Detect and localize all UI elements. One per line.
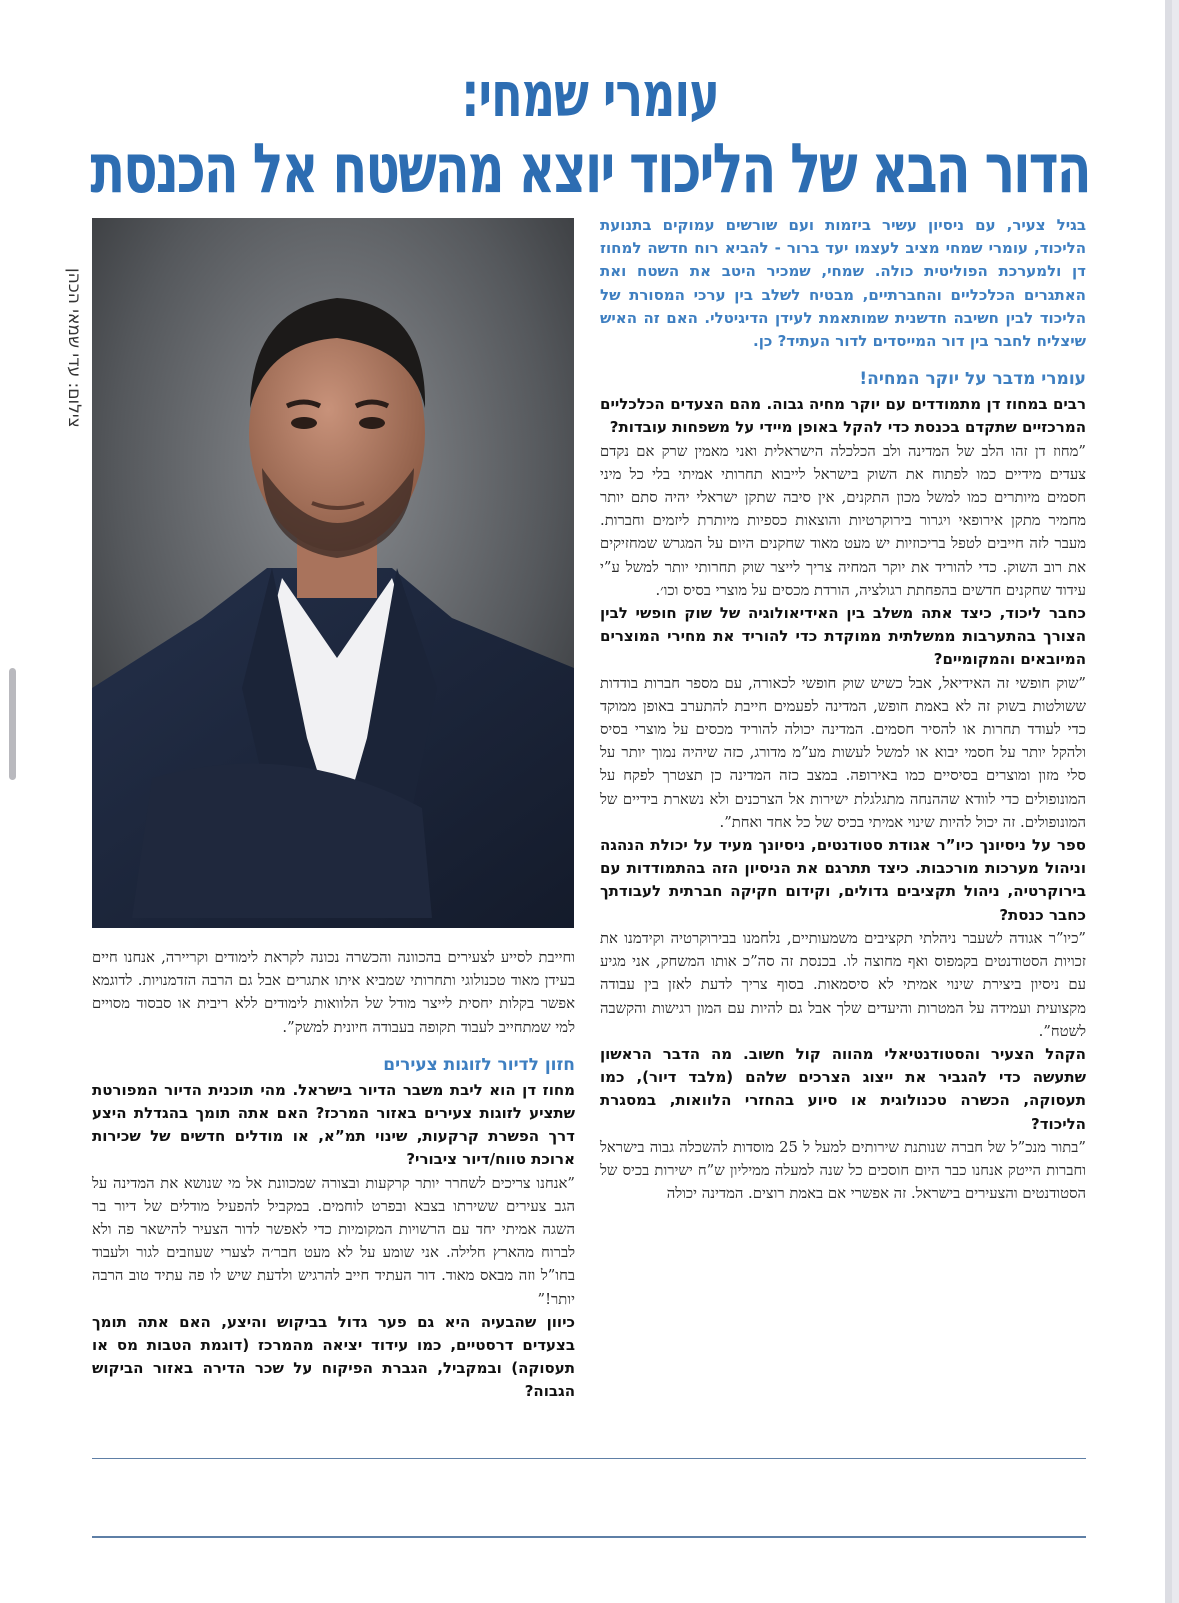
- page-edge: [1165, 0, 1172, 1603]
- headline-line-2: הדור הבא של הליכוד יוצא מהשטח אל הכנסת: [90, 130, 1090, 210]
- answer-2: ”שוק חופשי זה האידיאל, אבל כשיש שוק חופשי לכאורה, עם מספר חברות בודדות ששולטות בשוק זה לא באמת חופש, המדינה לפעמים חייבת להתערב באופן ממוקד כדי לעודד תחרות או להסיר חסמים. המדינה יכולה להוריד מכסים על מוצרי בסיס ולהקל יותר על חסמי יבוא או למשל לעשות מע”מ מדורג, כזה שיהיה נמוך יותר על סלי מזון ומוצרים בסיסיים כמו באירופה. במצב כזה המדינה כן תצטרך לפקח על המונופולים כדי לוודא שההנחה מתגלגלת ישירות אל הצרכנים ולא נשארת בידיים של המונופולים. זה יכול להיות שינוי אמיתי בכיס של כל אחד ואחת”.: [600, 674, 1086, 831]
- answer-4: ”בתור מנכ”ל של חברה שנותנת שירותים למעל ל 25 מוסדות להשכלה גבוה בישראל וחברות הייטק אנחנו כבר היום חוסכים כל שנה למעלה ממיליון ש”ח ישירות בכיס של הסטודנטים והצעירים בישראל. זה אפשרי אם באמת רוצים. המדינה יכולה: [600, 1138, 1086, 1203]
- column-bottom-rule: [92, 1458, 1086, 1459]
- answer-5: ”אנחנו צריכים לשחרר יותר קרקעות ובצורה שמכוונת אל מי שנושא את המדינה על הגב צעירים ששירתו בצבא ובפרט לוחמים. במקביל להפעיל מודלים של דיור בר השגה אמיתי יחד עם הרשויות המקומיות כדי לאפשר לדור הצעיר להישאר פה ולא לברוח מהארץ חלילה. אני שומע על לא מעט חבר׳ה לצערי שעוזבים לגור ולעבוד בחו”ל וזה מבאס מאוד. דור העתיד חייב להרגיש ולדעת שיש לו פה עתיד טוב הרבה יותר!”: [92, 1174, 575, 1308]
- photo-credit: צילום: עדי שמאי הכהן: [64, 268, 84, 428]
- question-4: הקהל הצעיר והסטודנטיאלי מהווה קול חשוב. מה הדבר הראשון שתעשה כדי להגביר את ייצוג הצרכים שלהם (מלבד דיור), כמו תעסוקה, הכשרה טכנולוגית או סיוע בהחזרי הלוואות, במסגרת הליכוד?: [600, 1044, 1086, 1133]
- headline-line-1: עומרי שמחי:: [461, 58, 719, 131]
- section-heading-cost-of-living: עומרי מדבר על יוקר המחיה!: [859, 369, 1086, 390]
- answer-3: ”כיו”ר אגודה לשעבר ניהלתי תקציבים משמעותיים, נלחמנו בבירוקרטיה וקידמנו את זכויות הסטודנטים בקמפוס ואף מחוצה לו. בכנסת זה סה”כ אותו המשחק, אני מגיע עם ניסיון ביצירת שינוי אמיתי לא סיסמאות. בסוף צריך לדעת לאזן בין עבודה מקצועית ועמידה על המטרות והיעדים שלך אבל גם להיות עם המון רגישות והקשבה לשטח”.: [600, 929, 1086, 1040]
- answer-1: ”מחוז דן זהו הלב של המדינה ולב הכלכלה הישראלית ואני מאמין שרק אם נקדם צעדים מידיים כמו לפתוח את השוק בישראל לייבוא תחרותי אמיתי בלי כל מיני חסמים מיותרים כמו למשל מכון התקנים, אין סיבה שתקן ישראלי יהיה סתם יותר מחמיר מתקן אירופאי ויגרור בירוקרטיות והוצאות כספיות מיותרת ליזמים וחברות. מעבר לזה חייבים לטפל בריכוזיות יש מעט מאוד שחקנים היום על המגרש שמחזיקים את רוב השוק. כדי להוריד את יוקר המחיה צריך לייצר שוק תחרותי יותר למשל ע”י עידוד שחקנים חדשים בהפחתת רגולציה, הורדת מכסים על מוצרי בסיס וכו׳.: [600, 442, 1086, 599]
- right-column: [600, 214, 1086, 1205]
- portrait-photo: [92, 218, 574, 928]
- section-heading-housing: חזון לדיור לזוגות צעירים: [383, 1054, 575, 1075]
- lead-paragraph: בגיל צעיר, עם ניסיון עשיר ביזמות ועם שורשים עמוקים בתנועת הליכוד, עומרי שמחי מציב לעצמו יעד ברור - להביא רוח חדשה למחוז דן ולמערכת הפוליטית כולה. שמחי, שמכיר היטב את השטח ואת האתגרים הכלכליים והחברתיים, מבטיח לשלב בין ערכי המסורת של הליכוד לבין חשיבה חדשנית שמותאמת לעידן הדיגיטלי. האם זה האיש שיצליח לחבר בין דור המייסדים לדור העתיד? כן.: [600, 216, 1086, 351]
- question-5: מחוז דן הוא ליבת משבר הדיור בישראל. מהי תוכנית הדיור המפורטת שתציע לזוגות צעירים באזור המרכז? האם אתה תומך בהגדלת היצע דרך הפשרת קרקעות, שינוי תמ”א, או מודלים חדשים של שכירות ארוכת טווח/דיור ציבורי?: [92, 1080, 575, 1169]
- question-6: כיוון שהבעיה היא גם פער גדול בביקוש והיצע, האם אתה תומך בצעדים דרסטיים, כמו עידוד יציאה מהמרכז (דוגמת הטבות מס או תעסוקה) ובמקביל, הגברת הפיקוח על שכר הדירה באזור הביקוש הגבוה?: [92, 1312, 575, 1401]
- question-2: כחבר ליכוד, כיצד אתה משלב בין האידיאולוגיה של שוק חופשי לבין הצורך בהתערבות ממשלתית ממוקדת כדי להוריד את מחירי המוצרים המיובאים והמקומיים?: [600, 604, 1086, 669]
- question-1: רבים במחוז דן מתמודדים עם יוקר מחיה גבוה. מהם הצעדים הכלכליים המרכזיים שתקדם בכנסת כדי להקל באופן מיידי על משפחות עובדות?: [600, 395, 1086, 437]
- page-footer-rule: [92, 1536, 1086, 1538]
- question-3: ספר על ניסיונך כיו”ר אגודת סטודנטים, ניסיונך מעיד על יכולת הנהגה וניהול מערכות מורכבות. כיצד תתרגם את הניסיון הזה בהתמודדות עם בירוקרטיה, ניהול תקציבים גדולים, וקידום חקיקה חברתית לעבודתך כחבר כנסת?: [600, 836, 1086, 924]
- left-column: [92, 946, 575, 1404]
- scrollbar-thumb[interactable]: [9, 668, 16, 780]
- answer-4-continued: וחייבת לסייע לצעירים בהכוונה והכשרה נכונה לקראת לימודים וקריירה, אנחנו חיים בעידן מאוד טכנולוגי ותחרותי שמביא איתו אתגרים אבל גם הרבה הזדמנויות. לדוגמא אפשר בקלות יחסית לייצר מודל של הלוואות לימודים ללא ריבית או סבסוד מסויים למי שמתחייב לעבוד תקופה בעבודה חיונית למשק”.: [92, 949, 575, 1036]
